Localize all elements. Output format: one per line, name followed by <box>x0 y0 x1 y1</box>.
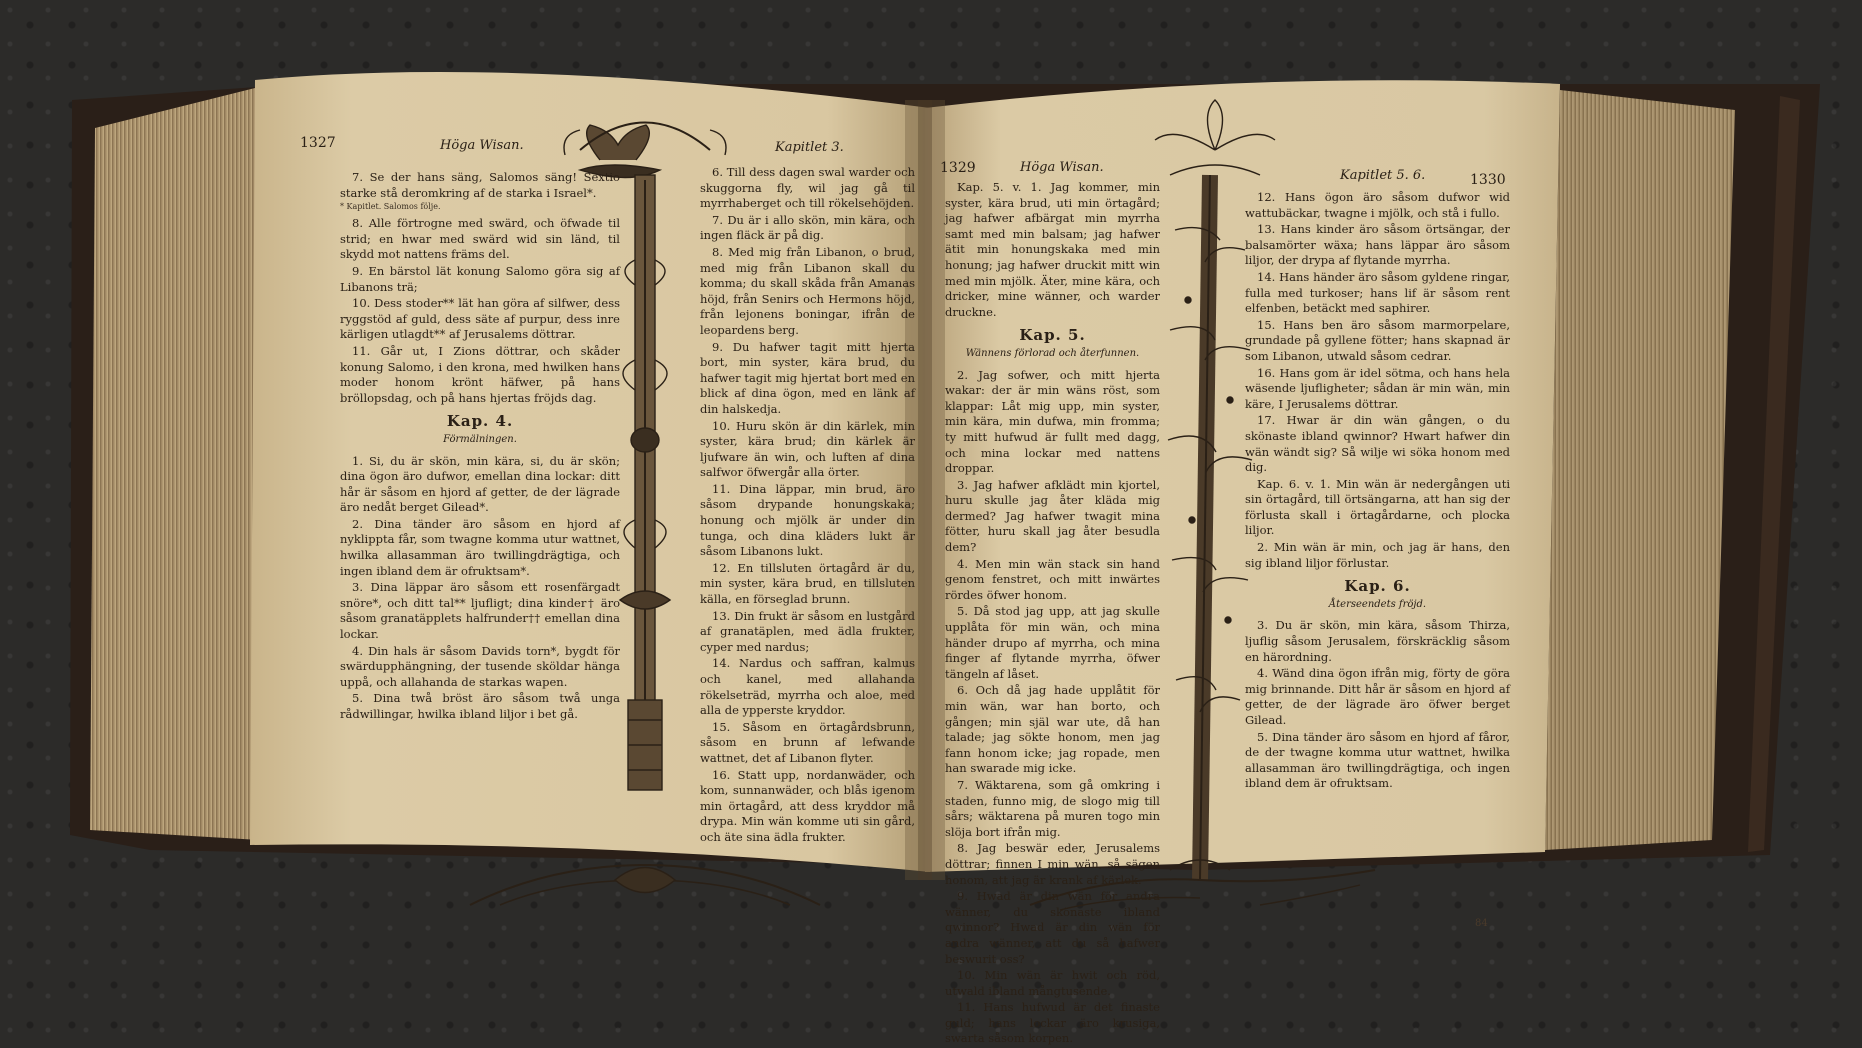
verse: 12. Hans ögon äro såsom dufwor wid wattubäckar, twagne i mjölk, och stå i fullo. <box>1245 190 1510 220</box>
verse: 4. Men min wän stack sin hand genom fenstret, och mitt inwärtes rördes öfwer honom. <box>945 556 1160 602</box>
verse: 14. Hans händer äro såsom gyldene ringar, fulla med turkoser; hans lif är såsom rent elfenben, betäckt med saphirer. <box>1245 269 1510 316</box>
verse: 16. Hans gom är idel sötma, och hans hela wäsende ljufligheter; sådan är min wän, min käre, I Jerusalems döttrar. <box>1245 365 1510 411</box>
chapter-subtitle: Förmälningen. <box>443 433 517 445</box>
verse: 9. En bärstol lät konung Salomo göra sig af Libanons trä; <box>340 263 620 294</box>
right-page-column-1 <box>945 180 1160 1046</box>
chapter-subtitle: Återseendets fröjd. <box>1328 598 1427 610</box>
verse: 4. Wänd dina ögon ifrån mig, förty de göra mig brinnande. Ditt hår är såsom en hjord af getter, de der lägrade äro öfwer berget Gilead. <box>1245 666 1510 727</box>
verse: 13. Din frukt är såsom en lustgård af granatäplen, med ädla frukter, cyper med nardus; <box>700 608 915 654</box>
verse: 14. Nardus och saffran, kalmus och kanel, med allahanda rökelseträd, myrrha och aloe, med alla de ypperste kryddor. <box>700 656 915 718</box>
verse: 9. Du hafwer tagit mitt hjerta bort, min syster, kära brud, du hafwer tagit mig hjertat bort med en blick af dina ögon, med en länk af din halskedja. <box>700 339 915 416</box>
left-page-column-1 <box>340 170 620 890</box>
left-running-title: Höga Wisan. <box>440 138 524 153</box>
verse: 15. Såsom en örtagårdsbrunn, såsom en brunn af lefwande wattnet, det af Libanon flyter. <box>700 719 915 765</box>
left-col1-verses-top <box>340 170 620 406</box>
verse: 3. Dina läppar äro såsom ett rosenfärgadt snöre*, och ditt tal** ljufligt; dina kinder† äro såsom granatäpplets halfrunder†† emellan dina lockar. <box>340 580 620 642</box>
verse: 7. Du är i allo skön, min kära, och ingen fläck är på dig. <box>700 212 915 243</box>
verse: 2. Dina tänder äro såsom en hjord af nyklippta får, som twagne komma utur wattnet, hwilka allasamman äro twillingdrägtiga, och ingen ibland dem är ofruktsam*. <box>340 516 620 578</box>
verse: 11. Hans hufwud är det finaste guld; hans lockar äro krusiga, swarta såsom korpen. <box>945 1000 1160 1046</box>
right-inner-page-number: 1329 <box>940 160 976 176</box>
verse: 8. Alle förtrogne med swärd, och öfwade til strid; en hwar med swärd wid sin länd, til skydd mot nattens främs del. <box>340 216 620 262</box>
verse: 10. Min wän är hwit och röd, utwald ibland mångtusende. <box>945 968 1160 998</box>
verse: 13. Hans kinder äro såsom örtsängar, der balsamörter wäxa; hans läppar äro såsom liljor, der drypa af flytande myrrha. <box>1245 222 1510 268</box>
verse: 6. Till dess dagen swal warder och skuggorna fly, wil jag gå til myrrhaberget och till rökelsehöjden. <box>700 165 915 211</box>
verse: 5. Dina tänder äro såsom en hjord af fåror, de der twagne komma utur wattnet, hwilka allasamman äro twillingdrägtiga, och ingen ibland dem är ofruktsam. <box>1245 729 1510 791</box>
verse: 5. Då stod jag upp, att jag skulle upplåta för min wän, och mina händer drupo af myrrha, och mina finger af flytande myrrha, öfwer tängeln af låset. <box>945 604 1160 681</box>
verse: 5. Dina twå bröst äro såsom twå unga rådwillingar, hwilka ibland liljor i bet gå. <box>340 691 620 721</box>
verse: 3. Jag hafwer afklädt min kjortel, huru skulle jag åter kläda mig dermed? Jag hafwer twagit mina fötter, huru skall jag åter besudla dem? <box>945 477 1160 555</box>
chapter-subtitle: Wännens förlorad och återfunnen. <box>965 347 1140 359</box>
verse: 15. Hans ben äro såsom marmorpelare, grundade på gyllene fötter; hans skapnad är som Libanon, utwald såsom cedrar. <box>1245 317 1510 363</box>
verse: 7. Wäktarena, som gå omkring i staden, funno mig, de slogo mig till sårs; wäktarena på muren togo min slöja bort ifrån mig. <box>945 777 1160 839</box>
verse: 8. Jag beswär eder, Jerusalems döttrar; finnen I min wän, så sägen honom, att jag är krank af kärlek. <box>945 841 1160 887</box>
right-page-number: 1330 <box>1470 172 1506 188</box>
left-page-edges <box>90 88 260 840</box>
chapter-title: Kap. 6. <box>1344 577 1411 596</box>
right-chapter-marker: Kapitlet 5. 6. <box>1340 168 1426 183</box>
left-chapter-marker: Kapitlet 3. <box>775 140 844 155</box>
verse: 17. Hwar är din wän gången, o du skönaste ibland qwinnor? Hwart hafwer din wän wändt sig? Så wilje wi söka honom med dig. <box>1245 413 1510 475</box>
right-page-edges <box>1545 90 1735 850</box>
chapter-title: Kap. 4. <box>446 412 514 431</box>
right-page-column-2 <box>1245 190 1510 880</box>
verse: 8. Med mig från Libanon, o brud, med mig från Libanon skall du komma; du skall skåda från Amanas höjd, från Senirs och Hermons höjd, från lejonens boningar, ifrån de leopardens berg. <box>700 244 915 337</box>
verse: 12. En tillsluten örtagård är du, min syster, kära brud, en tillsluten källa, en förseglad brunn. <box>700 560 915 607</box>
left-page-number: 1327 <box>300 135 336 151</box>
verse: 11. Dina läppar, min brud, äro såsom drypande honungskaka; honung och mjölk är under din tunga, och dina kläders lukt är såsom Libanons lukt. <box>700 481 915 559</box>
verse: 4. Din hals är såsom Davids torn*, bygdt för swärdupphängning, der tusende sköldar hänga uppå, och allahanda de starkas wapen. <box>340 643 620 689</box>
verse: 2. Min wän är min, och jag är hans, den sig ibland liljor förlustar. <box>1245 540 1510 570</box>
verse: Kap. 5. v. 1. Jag kommer, min syster, kära brud, uti min örtagård; jag hafwer afbärgat min myrrha samt med min balsam; jag hafwer ätit min honungskaka med min honung; jag hafwer druckit mitt win med min mjölk. Äter, mine kära, och dricker, mine wänner, och warder druckne. <box>945 180 1160 319</box>
right-running-title: Höga Wisan. <box>1020 160 1104 175</box>
verse: 6. Och då jag hade upplåtit för min wän, war han borto, och gången; min själ war ute, då han talade; jag sökte honom, men jag fann honom icke; jag ropade, men han swarade mig icke. <box>945 683 1160 776</box>
verse: 1. Si, du är skön, min kära, si, du är skön; dina ögon äro dufwor, emellan dina lockar: ditt hår är såsom en hjord af getter, de der lägrade äro nedåt berget Gilead*. <box>340 453 620 515</box>
left-page-column-2 <box>700 165 915 885</box>
verse: Kap. 6. v. 1. Min wän är nedergången uti sin örtagård, till örtsängarna, att han sig der förlusta skall i örtagårdarne, och plocka liljor. <box>1245 476 1510 538</box>
verse: 2. Jag sofwer, och mitt hjerta wakar: der är min wäns röst, som klappar: Låt mig upp, min syster, min kära, min dufwa, min fromma; ty mitt hufwud är fullt med dagg, och mina lockar med nattens droppar. <box>945 367 1160 476</box>
verse: 10. Huru skön är din kärlek, min syster, kära brud; din kärlek är ljufware än win, och luften af dina salfwor öfwergår alla örter. <box>700 418 915 480</box>
verse: 7. Se der hans säng, Salomos säng! Sextio starke stå deromkring af de starka i Israel*. <box>340 170 620 200</box>
left-col1-verses-bottom <box>340 454 620 723</box>
footnote: * Kapitlet. Salomos följe. <box>340 202 441 212</box>
signature-mark: 84 <box>1475 918 1488 929</box>
chapter-title: Kap. 5. <box>1019 326 1086 345</box>
verse: 10. Dess stoder** lät han göra af silfwer, dess ryggstöd af guld, dess säte af purpur, dess inre kärligen utlagdt** af Jerusalems döttrar. <box>340 296 620 342</box>
verse: 9. Hwad är din wän för andra wänner, du skönaste ibland qwinnor? Hwad är din wän för andra wänner, att du så hafwer beswurit oss? <box>945 889 1160 966</box>
verse: 3. Du är skön, min kära, såsom Thirza, ljuflig såsom Jerusalem, förskräcklig såsom en härordning. <box>1245 618 1510 664</box>
verse: 11. Går ut, I Zions döttrar, och skåder konung Salomo, i den krona, med hwilken hans moder honom krönt häfwer, på hans bröllopsdag, och på hans hjertas fröjds dag. <box>340 343 620 405</box>
verse: 16. Statt upp, nordanwäder, och kom, sunnanwäder, och blås igenom min örtagård, att dess kryddor må drypa. Min wän komme uti sin gård, och äte sina ädla frukter. <box>700 767 915 844</box>
